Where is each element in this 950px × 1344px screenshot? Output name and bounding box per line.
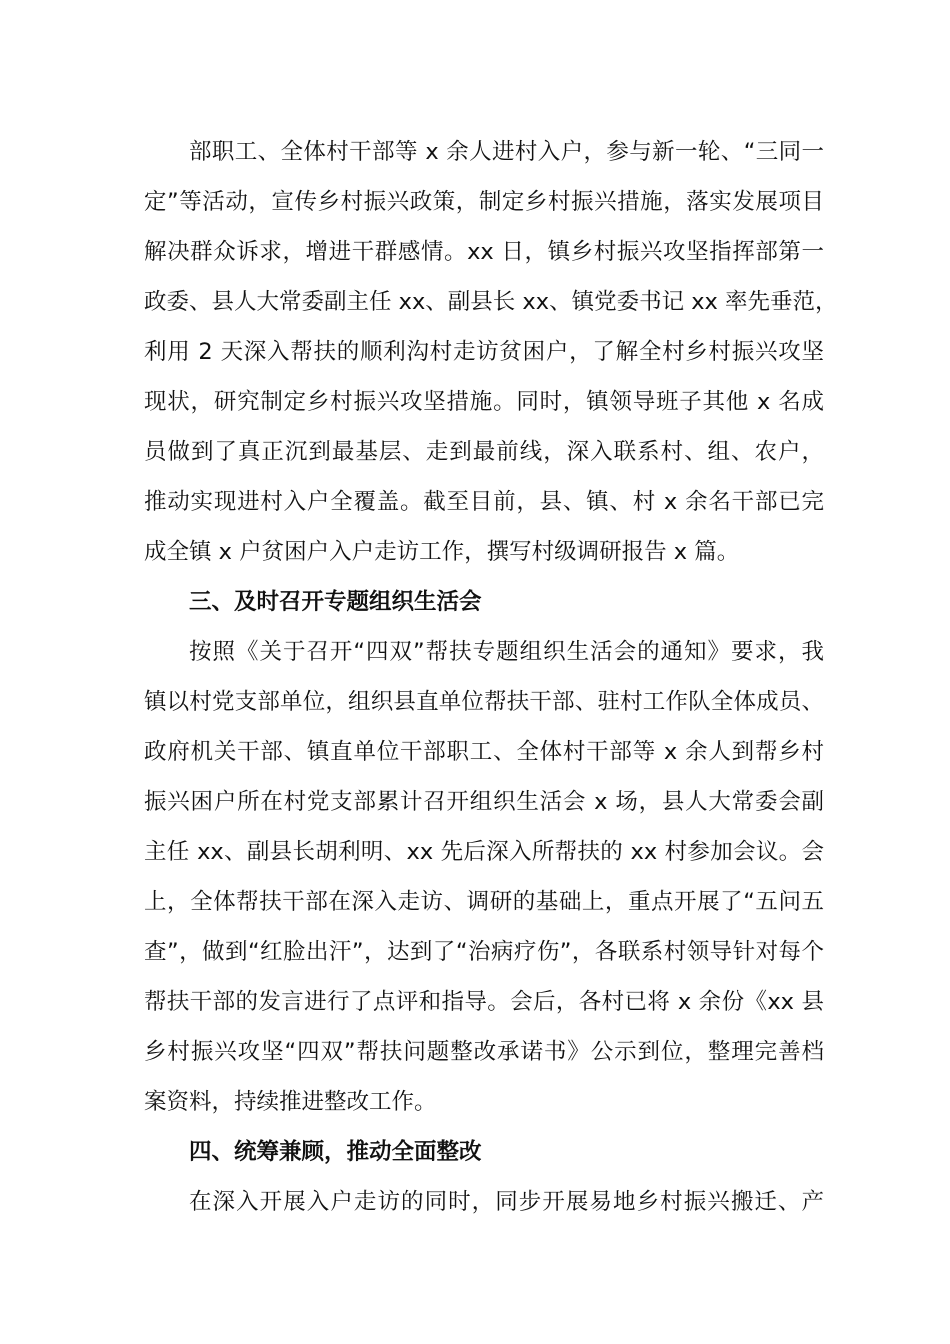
paragraph-1-line-3: 解决群众诉求，增进干群感情。xx 日，镇乡村振兴攻坚指挥部第一: [144, 239, 824, 265]
paragraph-1-line-8: 推动实现进村入户全覆盖。截至目前，县、镇、村 x 余名干部已完: [144, 489, 824, 515]
paragraph-1-line-9: 成全镇 x 户贫困户入户走访工作，撰写村级调研报告 x 篇。: [144, 539, 740, 565]
paragraph-1-line-1: 部职工、全体村干部等 x 余人进村入户，参与新一轮、“三同一: [189, 139, 824, 165]
section-3-heading: 三、及时召开专题组织生活会: [189, 589, 482, 615]
section-3-line-5: 主任 xx、副县长胡利明、xx 先后深入所帮扶的 xx 村参加会议。会: [144, 839, 824, 865]
section-3-line-2: 镇以村党支部单位，组织县直单位帮扶干部、驻村工作队全体成员、: [144, 689, 824, 715]
section-3-line-4: 振兴困户所在村党支部累计召开组织生活会 x 场，县人大常委会副: [144, 789, 824, 815]
paragraph-1-line-6: 现状，研究制定乡村振兴攻坚措施。同时，镇领导班子其他 x 名成: [144, 389, 824, 415]
section-3-line-10: 案资料，持续推进整改工作。: [144, 1089, 437, 1115]
section-3-line-1: 按照《关于召开“四双”帮扶专题组织生活会的通知》要求，我: [189, 639, 824, 665]
paragraph-1-line-5: 利用 2 天深入帮扶的顺利沟村走访贫困户，了解全村乡村振兴攻坚: [144, 339, 824, 365]
section-3-line-7: 查”，做到“红脸出汗”，达到了“治病疗伤”，各联系村领导针对每个: [144, 939, 824, 965]
section-3-line-9: 乡村振兴攻坚“四双”帮扶问题整改承诺书》公示到位，整理完善档: [144, 1039, 824, 1065]
paragraph-1-line-4: 政委、县人大常委副主任 xx、副县长 xx、镇党委书记 xx 率先垂范，: [144, 289, 838, 315]
section-4-heading: 四、统筹兼顾，推动全面整改: [189, 1139, 482, 1165]
section-4-line-1: 在深入开展入户走访的同时，同步开展易地乡村振兴搬迁、产: [189, 1189, 824, 1215]
paragraph-1-line-2: 定”等活动，宣传乡村振兴政策，制定乡村振兴措施，落实发展项目: [144, 189, 824, 215]
section-3-line-6: 上，全体帮扶干部在深入走访、调研的基础上，重点开展了“五问五: [144, 889, 824, 915]
section-3-line-3: 政府机关干部、镇直单位干部职工、全体村干部等 x 余人到帮乡村: [144, 739, 824, 765]
section-3-line-8: 帮扶干部的发言进行了点评和指导。会后，各村已将 x 余份《xx 县: [144, 989, 824, 1015]
paragraph-1-line-7: 员做到了真正沉到最基层、走到最前线，深入联系村、组、农户，: [144, 439, 824, 465]
